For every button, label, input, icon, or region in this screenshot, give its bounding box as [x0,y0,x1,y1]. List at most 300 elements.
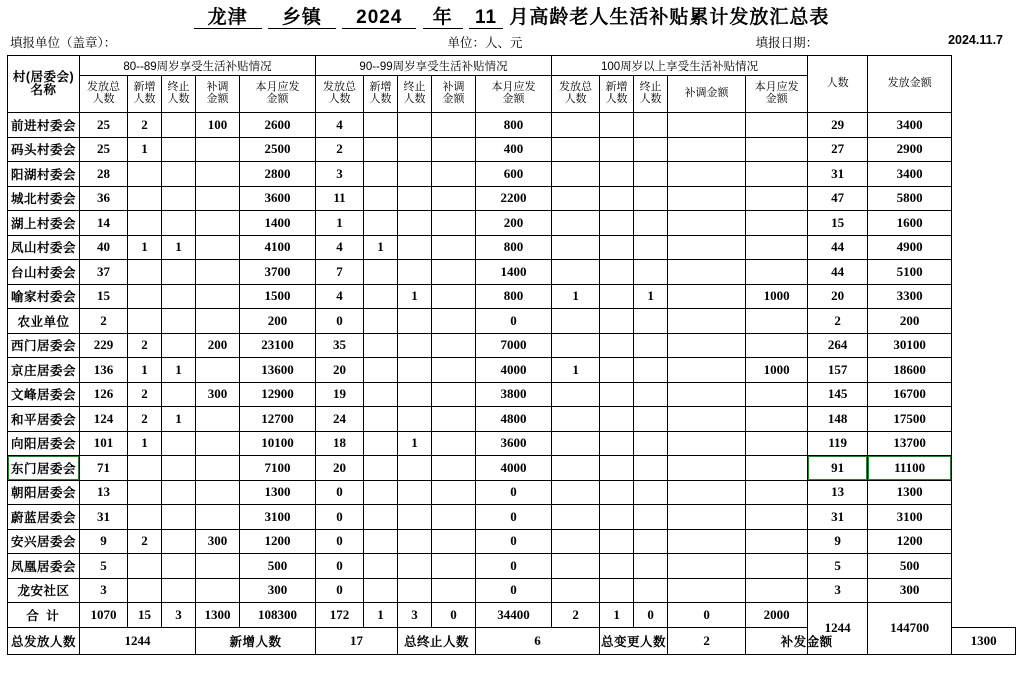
cell-80-payable: 1500 [240,284,316,309]
cell-90-adjust [432,284,476,309]
cell-100-total: 1 [552,358,600,383]
row-name: 朝阳居委会 [8,480,80,505]
cell-90-stop [398,309,432,334]
cell-100-payable [746,529,808,554]
cell-100-stop [634,578,668,603]
total-80-new: 15 [128,603,162,628]
cell-100-payable [746,309,808,334]
cell-80-adjust [196,235,240,260]
cell-90-adjust [432,186,476,211]
cell-80-adjust [196,284,240,309]
cell-100-adjust [668,554,746,579]
cell-80-new: 2 [128,382,162,407]
cell-90-total: 20 [316,456,364,481]
table-row [8,211,1016,236]
cell-100-stop [634,505,668,530]
cell-80-total: 124 [80,407,128,432]
table-row [8,431,1016,456]
cell-100-adjust [668,333,746,358]
footer-new-label: 新增人数 [196,627,316,654]
row-name: 东门居委会 [8,456,80,481]
measure-unit-label: 单位：人、元 [447,36,523,50]
table-row [8,260,1016,285]
row-name: 阳湖村委会 [8,162,80,187]
header-80-stop: 终止 人数 [162,76,196,113]
cell-90-adjust [432,137,476,162]
cell-100-total [552,211,600,236]
cell-total-amount: 18600 [868,358,952,383]
cell-80-total: 36 [80,186,128,211]
row-name: 喻家村委会 [8,284,80,309]
cell-100-adjust [668,480,746,505]
total-90-adjust: 0 [432,603,476,628]
cell-80-payable: 3100 [240,505,316,530]
cell-80-stop [162,284,196,309]
cell-80-adjust: 300 [196,382,240,407]
cell-100-total [552,431,600,456]
cell-total-amount: 1200 [868,529,952,554]
cell-100-new [600,431,634,456]
cell-100-new [600,554,634,579]
cell-100-total [552,113,600,138]
cell-90-stop: 1 [398,431,432,456]
cell-100-total [552,529,600,554]
title-rest: 月高龄老人生活补贴累计发放汇总表 [509,7,830,28]
row-name: 和平居委会 [8,407,80,432]
cell-100-stop [634,260,668,285]
cell-80-total: 40 [80,235,128,260]
cell-90-total: 18 [316,431,364,456]
cell-100-total [552,186,600,211]
cell-total-people: 44 [808,235,868,260]
cell-80-new [128,260,162,285]
cell-100-new [600,284,634,309]
cell-80-payable: 300 [240,578,316,603]
cell-90-total: 20 [316,358,364,383]
cell-total-amount: 300 [868,578,952,603]
cell-total-amount: 17500 [868,407,952,432]
cell-80-total: 9 [80,529,128,554]
cell-100-adjust [668,505,746,530]
cell-80-new [128,578,162,603]
header-100-stop: 终止 人数 [634,76,668,113]
cell-100-new [600,578,634,603]
page-title [0,0,1023,29]
cell-100-total [552,554,600,579]
cell-80-stop [162,505,196,530]
cell-80-new: 2 [128,529,162,554]
title-town: 龙津 [194,7,262,29]
cell-100-total: 1 [552,284,600,309]
cell-total-people: 157 [808,358,868,383]
cell-80-stop [162,211,196,236]
total-80-total: 1070 [80,603,128,628]
cell-100-new [600,505,634,530]
total-100-stop: 0 [634,603,668,628]
table-row [8,186,1016,211]
cell-total-people: 264 [808,333,868,358]
cell-100-new [600,480,634,505]
cell-100-stop [634,211,668,236]
table-footer-row [8,627,1016,654]
cell-80-adjust [196,554,240,579]
cell-total-people: 145 [808,382,868,407]
cell-80-stop [162,382,196,407]
meta-row [0,31,1023,53]
table-row [8,284,1016,309]
cell-80-total: 136 [80,358,128,383]
cell-100-payable [746,578,808,603]
cell-80-payable: 7100 [240,456,316,481]
cell-total-people: 3 [808,578,868,603]
header-80-payable: 本月应发 金额 [240,76,316,113]
cell-100-payable [746,260,808,285]
cell-100-stop [634,529,668,554]
cell-100-new [600,235,634,260]
cell-100-payable [746,382,808,407]
cell-80-adjust [196,456,240,481]
cell-90-new [364,554,398,579]
cell-80-total: 71 [80,456,128,481]
cell-80-new [128,456,162,481]
cell-80-new [128,480,162,505]
cell-100-payable: 1000 [746,358,808,383]
cell-100-stop [634,113,668,138]
footer-supplement-value: 1300 [952,627,1016,654]
cell-100-payable [746,505,808,530]
cell-80-new: 2 [128,113,162,138]
cell-90-new [364,529,398,554]
cell-90-adjust [432,529,476,554]
cell-100-payable [746,554,808,579]
cell-80-total: 28 [80,162,128,187]
cell-80-adjust [196,358,240,383]
grand-total-people: 1244 [808,603,868,655]
cell-90-stop [398,578,432,603]
cell-total-people: 5 [808,554,868,579]
cell-total-amount: 3300 [868,284,952,309]
cell-100-stop [634,235,668,260]
cell-80-total: 25 [80,137,128,162]
cell-80-total: 101 [80,431,128,456]
report-unit-label: 填报单位（盖章）： [10,36,117,50]
cell-100-new [600,358,634,383]
cell-80-stop [162,333,196,358]
cell-90-payable: 3600 [476,431,552,456]
cell-90-total: 24 [316,407,364,432]
cell-90-stop [398,235,432,260]
cell-total-people: 31 [808,505,868,530]
cell-80-stop [162,137,196,162]
cell-total-people: 15 [808,211,868,236]
cell-80-payable: 2800 [240,162,316,187]
cell-100-stop [634,333,668,358]
cell-100-new [600,211,634,236]
cell-total-amount: 13700 [868,431,952,456]
header-total-amount: 发放金额 [868,56,952,113]
cell-90-payable: 0 [476,578,552,603]
cell-80-new: 1 [128,431,162,456]
table-row [8,235,1016,260]
header-80-adjust: 补调 金额 [196,76,240,113]
total-80-payable: 108300 [240,603,316,628]
cell-80-total: 37 [80,260,128,285]
cell-100-total [552,137,600,162]
table-row [8,137,1016,162]
cell-90-adjust [432,113,476,138]
footer-supplement-label: 补发金额 [746,627,868,654]
cell-100-payable [746,480,808,505]
header-90-stop: 终止 人数 [398,76,432,113]
cell-90-total: 4 [316,235,364,260]
total-80-adjust: 1300 [196,603,240,628]
cell-80-adjust [196,480,240,505]
cell-90-payable: 4000 [476,456,552,481]
cell-80-payable: 12700 [240,407,316,432]
table-row [8,529,1016,554]
cell-100-total [552,578,600,603]
row-name: 农业单位 [8,309,80,334]
total-100-new: 1 [600,603,634,628]
cell-80-stop [162,456,196,481]
report-date-label: 填报日期： [755,36,819,50]
cell-80-total: 5 [80,554,128,579]
cell-90-total: 7 [316,260,364,285]
cell-90-payable: 0 [476,309,552,334]
cell-total-people: 31 [808,162,868,187]
header-100-total-people: 发放总 人数 [552,76,600,113]
cell-total-people: 119 [808,431,868,456]
cell-90-stop [398,113,432,138]
cell-100-payable [746,407,808,432]
cell-80-new [128,162,162,187]
total-90-new: 1 [364,603,398,628]
cell-80-payable: 1300 [240,480,316,505]
cell-90-stop [398,456,432,481]
cell-100-total [552,505,600,530]
cell-90-payable: 0 [476,505,552,530]
cell-90-new [364,137,398,162]
cell-90-adjust [432,554,476,579]
cell-total-people: 44 [808,260,868,285]
cell-total-amount: 3400 [868,162,952,187]
cell-90-payable: 4800 [476,407,552,432]
row-name: 湖上村委会 [8,211,80,236]
footer-stop-value: 6 [476,627,600,654]
cell-90-new [364,505,398,530]
cell-total-amount: 500 [868,554,952,579]
cell-80-total: 15 [80,284,128,309]
cell-90-stop [398,407,432,432]
header-90-new: 新增 人数 [364,76,398,113]
total-80-stop: 3 [162,603,196,628]
table-row [8,309,1016,334]
total-100-total: 2 [552,603,600,628]
cell-100-payable [746,211,808,236]
cell-100-adjust [668,284,746,309]
row-name: 凤凰居委会 [8,554,80,579]
cell-100-stop [634,358,668,383]
cell-100-stop [634,309,668,334]
cell-100-new [600,186,634,211]
title-year: 2024 [342,7,416,29]
cell-total-amount: 2900 [868,137,952,162]
table-row [8,162,1016,187]
cell-80-total: 126 [80,382,128,407]
cell-total-people: 29 [808,113,868,138]
cell-100-payable [746,186,808,211]
cell-80-stop [162,554,196,579]
cell-80-stop [162,480,196,505]
cell-100-new [600,137,634,162]
cell-90-adjust [432,211,476,236]
cell-80-stop [162,431,196,456]
cell-80-total: 14 [80,211,128,236]
cell-100-new [600,309,634,334]
cell-80-adjust: 300 [196,529,240,554]
cell-80-stop [162,186,196,211]
cell-80-new: 1 [128,235,162,260]
cell-90-new [364,407,398,432]
cell-100-new [600,456,634,481]
cell-100-payable [746,137,808,162]
cell-90-stop [398,162,432,187]
cell-100-new [600,407,634,432]
cell-80-new [128,186,162,211]
cell-90-payable: 0 [476,529,552,554]
table-row [8,358,1016,383]
cell-80-total: 229 [80,333,128,358]
cell-total-people: 9 [808,529,868,554]
cell-100-total [552,407,600,432]
cell-100-payable [746,113,808,138]
cell-80-new: 1 [128,137,162,162]
cell-100-stop [634,137,668,162]
cell-80-adjust [196,505,240,530]
cell-90-new [364,358,398,383]
cell-100-total [552,456,600,481]
cell-80-stop: 1 [162,407,196,432]
report-date-value: 2024.11.7 [948,33,1003,47]
cell-total-amount: 1300 [868,480,952,505]
row-name: 文峰居委会 [8,382,80,407]
cell-100-new [600,529,634,554]
cell-90-stop: 1 [398,284,432,309]
cell-90-total: 0 [316,505,364,530]
table-row [8,480,1016,505]
cell-90-stop [398,260,432,285]
cell-90-adjust [432,578,476,603]
cell-80-new [128,284,162,309]
cell-90-new [364,284,398,309]
row-name: 前进村委会 [8,113,80,138]
cell-total-people: 148 [808,407,868,432]
cell-80-new [128,309,162,334]
total-90-payable: 34400 [476,603,552,628]
cell-100-adjust [668,578,746,603]
cell-80-adjust [196,407,240,432]
cell-90-stop [398,554,432,579]
cell-90-payable: 4000 [476,358,552,383]
cell-90-total: 0 [316,578,364,603]
cell-90-stop [398,211,432,236]
cell-100-adjust [668,382,746,407]
header-90-adjust: 补调 金额 [432,76,476,113]
cell-total-people: 91 [808,456,868,481]
row-name: 码头村委会 [8,137,80,162]
cell-80-new [128,211,162,236]
table-row [8,382,1016,407]
cell-80-stop [162,578,196,603]
cell-90-payable: 600 [476,162,552,187]
cell-100-adjust [668,235,746,260]
cell-90-payable: 800 [476,235,552,260]
cell-90-stop [398,358,432,383]
cell-80-adjust [196,260,240,285]
total-90-stop: 3 [398,603,432,628]
cell-total-amount: 11100 [868,456,952,481]
cell-90-total: 4 [316,284,364,309]
cell-100-adjust [668,137,746,162]
cell-80-adjust [196,137,240,162]
header-100-new: 新增 人数 [600,76,634,113]
cell-90-new [364,431,398,456]
cell-90-stop [398,333,432,358]
cell-80-new [128,554,162,579]
cell-80-total: 13 [80,480,128,505]
cell-90-payable: 2200 [476,186,552,211]
row-name: 城北村委会 [8,186,80,211]
cell-100-total [552,309,600,334]
cell-100-payable [746,456,808,481]
cell-100-stop [634,456,668,481]
header-name-line1: 村(居委会) [12,69,75,84]
cell-total-amount: 5100 [868,260,952,285]
cell-90-new [364,113,398,138]
cell-90-total: 19 [316,382,364,407]
header-80-new: 新增 人数 [128,76,162,113]
cell-80-stop [162,260,196,285]
row-name: 凤山村委会 [8,235,80,260]
row-name: 台山村委会 [8,260,80,285]
title-year-unit: 年 [423,7,463,29]
cell-100-total [552,235,600,260]
table-row [8,407,1016,432]
cell-90-new [364,456,398,481]
cell-80-adjust [196,578,240,603]
cell-80-adjust: 200 [196,333,240,358]
cell-90-adjust [432,480,476,505]
cell-90-adjust [432,505,476,530]
cell-100-payable: 1000 [746,284,808,309]
cell-90-payable: 200 [476,211,552,236]
header-100-adjust: 补调金额 [668,76,746,113]
header-group-80: 80--89周岁享受生活补贴情况 [80,56,316,76]
footer-total-issued-label: 总发放人数 [8,627,80,654]
cell-90-payable: 0 [476,554,552,579]
cell-90-new: 1 [364,235,398,260]
footer-total-issued-value: 1244 [80,627,196,654]
table-row-selected [8,456,1016,481]
table-row [8,113,1016,138]
cell-90-payable: 7000 [476,333,552,358]
cell-80-total: 31 [80,505,128,530]
grand-total-amount: 144700 [868,603,952,655]
cell-90-stop [398,480,432,505]
cell-total-amount: 4900 [868,235,952,260]
cell-100-stop [634,407,668,432]
cell-80-payable: 500 [240,554,316,579]
